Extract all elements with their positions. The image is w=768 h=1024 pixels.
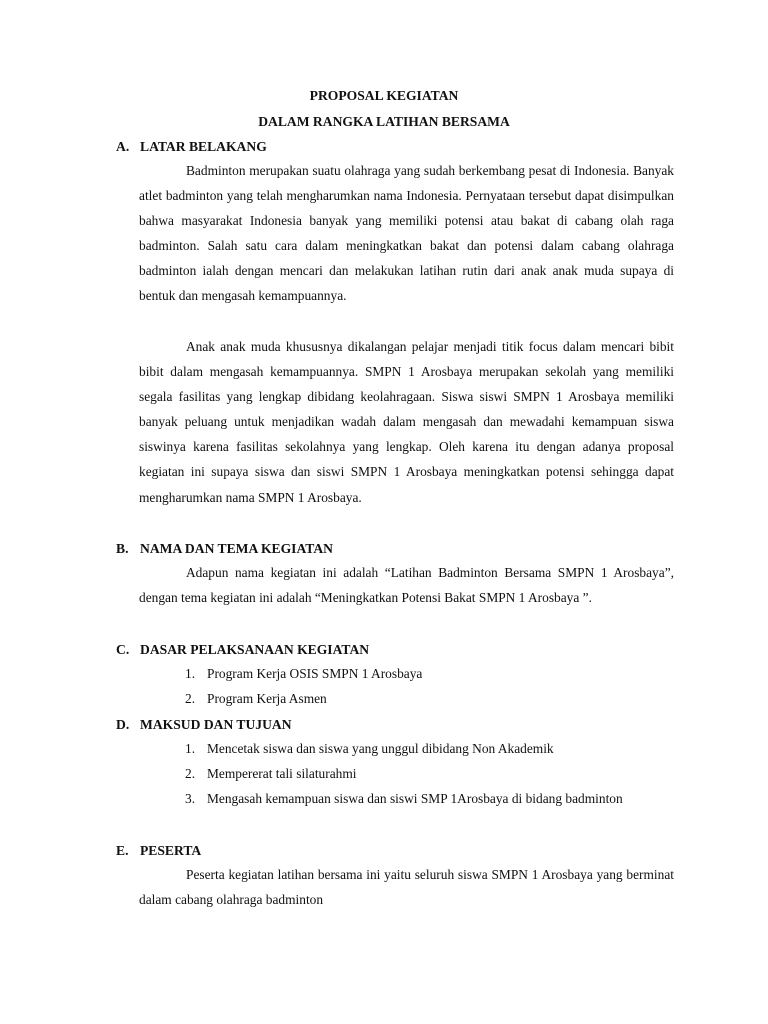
section-heading-c — [116, 642, 369, 658]
list-number: 2. — [185, 766, 196, 782]
list-item — [185, 786, 674, 811]
list-text: Mengasah kemampuan siswa dan siswi SMP 1Arosbaya di bidang badminton — [207, 791, 623, 807]
list-number: 1. — [185, 666, 196, 681]
list-dasar-pelaksanaan — [185, 661, 674, 711]
section-heading-b — [116, 541, 333, 557]
list-text: Program Kerja OSIS SMPN 1 Arosbaya — [207, 666, 423, 681]
list-text: Program Kerja Asmen — [207, 691, 327, 707]
list-text: Mempererat tali silaturahmi — [207, 766, 357, 782]
section-heading-a — [116, 139, 267, 155]
list-item — [185, 661, 674, 686]
section-letter: C. — [116, 642, 130, 657]
list-number: 1. — [185, 741, 196, 756]
list-item — [185, 736, 674, 761]
list-maksud-tujuan — [185, 736, 674, 811]
list-number: 2. — [185, 691, 196, 707]
section-letter: D. — [116, 717, 130, 732]
paragraph-peserta: Peserta kegiatan latihan bersama ini yaitu seluruh siswa SMPN 1 Arosbaya yang berminat dalam cabang olahraga badminton — [139, 867, 674, 908]
section-title: MAKSUD DAN TUJUAN — [140, 717, 292, 732]
paragraph-latar-belakang-2: Anak anak muda khususnya dikalangan pelajar menjadi titik focus dalam mencari bibit bibit dalam mengasah kemampuannya. SMPN 1 Arosbaya merupakan sekolah yang memiliki segala fasilitas yang lengkap dibidang keolahragaan. Siswa siswi SMPN 1 Arosbaya memiliki banyak peluang untuk menjadikan wadah dalam mengasah dan mewadahi kemampuan siswa siswinya karena fasilitas sekolahnya yang lengkap. Oleh karena itu dengan adanya proposal kegiatan ini supaya siswa dan siswi SMPN 1 Arosbaya meningkatkan potensi sehingga dapat mengharumkan nama SMPN 1 Arosbaya. — [139, 339, 674, 505]
section-title: LATAR BELAKANG — [140, 139, 267, 154]
document-subtitle: DALAM RANGKA LATIHAN BERSAMA — [258, 114, 510, 129]
list-item — [185, 761, 674, 786]
paragraph-latar-belakang-1: Badminton merupakan suatu olahraga yang sudah berkembang pesat di Indonesia. Banyak atlet badminton yang telah mengharumkan nama Indonesia. Pernyataan tersebut dapat disimpulkan bahwa masyarakat Indonesia banyak yang memiliki potensi atau bakat di cabang olah raga badminton. Salah satu cara dalam meningkatkan bakat dan potensi dalam cabang olahraga badminton ialah dengan mencari dan melakukan latihan rutin dari anak anak muda supaya di bentuk dan mengasah kemampuannya. — [139, 163, 674, 304]
section-title: NAMA DAN TEMA KEGIATAN — [140, 541, 333, 556]
section-letter: B. — [116, 541, 129, 556]
section-letter: E. — [116, 843, 129, 858]
section-title: DASAR PELAKSANAAN KEGIATAN — [140, 642, 370, 657]
paragraph-nama-tema: Adapun nama kegiatan ini adalah “Latihan Badminton Bersama SMPN 1 Arosbaya”, dengan tema kegiatan ini adalah “Meningkatkan Potensi Bakat SMPN 1 Arosbaya ”. — [139, 565, 674, 606]
section-heading-d — [116, 717, 292, 733]
section-letter: A. — [116, 139, 130, 154]
section-title: PESERTA — [140, 843, 202, 858]
document-title: PROPOSAL KEGIATAN — [309, 88, 459, 103]
list-item — [185, 686, 674, 711]
section-heading-e — [116, 843, 201, 859]
list-text: Mencetak siswa dan siswa yang unggul dibidang Non Akademik — [207, 741, 554, 756]
list-number: 3. — [185, 791, 196, 807]
